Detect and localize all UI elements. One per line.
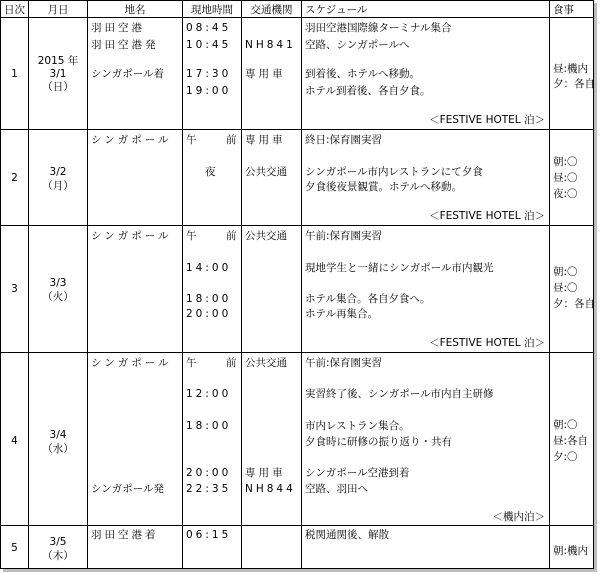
- date-year: 2015 年: [37, 55, 79, 67]
- place-name: シンガポール着: [91, 68, 165, 80]
- meal-entry: 昼:〇: [553, 172, 578, 184]
- local-time: 夜: [205, 166, 216, 178]
- local-time: 前: [226, 230, 237, 242]
- transport: 専用車: [245, 467, 286, 479]
- schedule-line: 午前:保育園実習: [305, 230, 383, 242]
- local-time: 12:00: [186, 388, 232, 400]
- local-time: 10:45: [186, 39, 232, 51]
- column-divider: [241, 1, 242, 568]
- hotel-note: ＜機内泊＞: [492, 511, 545, 523]
- local-time: 18:00: [186, 293, 232, 305]
- place-name: 羽田空港着: [91, 529, 159, 541]
- date-value: 3/2: [49, 166, 67, 178]
- row-divider: [1, 225, 593, 226]
- local-time: 06:15: [186, 529, 232, 541]
- column-divider: [87, 1, 88, 568]
- schedule-line: 夕食時に研修の振り返り・共有: [305, 436, 452, 448]
- meal-entry: 昼:〇: [553, 282, 578, 294]
- schedule-line: 税関通関後、解散: [305, 529, 389, 541]
- schedule-line: 市内レストラン集合。: [305, 420, 410, 432]
- local-time: 18:00: [186, 420, 232, 432]
- local-time: 20:00: [186, 308, 232, 320]
- transport: NH841: [245, 39, 296, 51]
- local-time: 14:00: [186, 262, 232, 274]
- meal-entry: 朝:〇: [553, 266, 578, 278]
- meal-entry: 昼:各自: [553, 435, 589, 447]
- date-weekday: （日）: [42, 81, 74, 93]
- place-name: 羽田空港発: [91, 39, 159, 51]
- local-time: 20:00: [186, 467, 232, 479]
- header-day: 日次: [4, 4, 25, 16]
- meal-entry: 昼:機内: [553, 63, 589, 75]
- header-schedule: スケジュール: [305, 4, 368, 16]
- transport: NH844: [245, 483, 296, 495]
- local-time: 午: [186, 230, 197, 242]
- local-time: 前: [226, 357, 237, 369]
- schedule-line: 午前:保育園実習: [305, 357, 383, 369]
- day-number: 1: [11, 68, 18, 80]
- header-date: 月日: [47, 4, 69, 16]
- day-number: 2: [11, 172, 18, 184]
- local-time: 午: [186, 134, 197, 146]
- column-divider: [182, 1, 183, 568]
- schedule-line: 空路、羽田へ: [305, 483, 368, 495]
- column-divider: [549, 1, 550, 568]
- local-time: 08:45: [186, 22, 232, 34]
- date-value: 3/1: [49, 68, 67, 80]
- column-divider: [301, 1, 302, 568]
- schedule-line: 実習終了後、シンガポール市内自主研修: [305, 388, 494, 400]
- day-number: 5: [11, 542, 18, 554]
- place-name: シンガポール発: [91, 483, 165, 495]
- hotel-note: ＜FESTIVE HOTEL 泊＞: [429, 114, 545, 126]
- meal-entry: 朝:〇: [553, 419, 578, 431]
- place-name: シンガポール: [91, 134, 172, 146]
- date-value: 3/5: [49, 536, 67, 548]
- day-number: 4: [11, 435, 18, 447]
- meal-entry: 朝:機内: [553, 545, 589, 557]
- date-weekday: （火）: [42, 291, 74, 303]
- date-weekday: （木）: [42, 550, 74, 562]
- hotel-note: ＜FESTIVE HOTEL 泊＞: [429, 337, 545, 349]
- local-time: 午: [186, 357, 197, 369]
- schedule-line: 空路、シンガポールへ: [305, 39, 410, 51]
- date-weekday: （水）: [42, 443, 74, 455]
- hotel-note: ＜FESTIVE HOTEL 泊＞: [429, 210, 545, 222]
- transport: 公共交通: [245, 230, 287, 242]
- local-time: 22:35: [186, 483, 232, 495]
- meal-entry: 夜:〇: [553, 188, 578, 200]
- date-value: 3/4: [49, 429, 67, 441]
- header-meals: 食事: [553, 4, 574, 16]
- local-time: 17:30: [186, 68, 232, 80]
- date-weekday: （月）: [42, 180, 74, 192]
- day-number: 3: [11, 283, 18, 295]
- row-divider: [1, 525, 593, 526]
- schedule-line: ホテル再集合。: [305, 308, 378, 320]
- transport: 専用車: [245, 134, 286, 146]
- meal-entry: 朝:〇: [553, 156, 578, 168]
- header-transport: 交通機関: [250, 4, 293, 16]
- local-time: 19:00: [186, 85, 232, 97]
- schedule-line: 終日:保育園実習: [305, 134, 383, 146]
- row-divider: [1, 17, 593, 18]
- schedule-line: 夕食後夜景観賞。ホテルへ移動。: [305, 181, 462, 193]
- meal-entry: 夕：各自: [553, 298, 595, 310]
- transport: 公共交通: [245, 166, 287, 178]
- schedule-line: シンガポール空港到着: [305, 467, 410, 479]
- date-value: 3/3: [49, 277, 67, 289]
- meal-entry: 夕:〇: [553, 451, 578, 463]
- schedule-line: 現地学生と一緒にシンガポール市内観光: [305, 262, 494, 274]
- schedule-line: 到着後、ホテルへ移動。: [305, 68, 420, 80]
- transport: 公共交通: [245, 357, 287, 369]
- schedule-line: シンガポール市内レストランにて夕食: [305, 166, 483, 178]
- place-name: シンガポール: [91, 230, 172, 242]
- local-time: 前: [226, 134, 237, 146]
- place-name: シンガポール: [91, 357, 172, 369]
- place-name: 羽田空港: [91, 22, 145, 34]
- schedule-line: ホテル集合。各自夕食へ。: [305, 293, 431, 305]
- header-place: 地名: [124, 4, 146, 16]
- header-time: 現地時間: [191, 4, 233, 16]
- meal-entry: 夕：各自: [553, 78, 595, 90]
- row-divider: [1, 352, 593, 353]
- schedule-line: 羽田空港国際線ターミナル集合: [305, 22, 452, 34]
- transport: 専用車: [245, 68, 286, 80]
- row-divider: [1, 129, 593, 130]
- schedule-line: ホテル到着後、各自夕食。: [305, 85, 431, 97]
